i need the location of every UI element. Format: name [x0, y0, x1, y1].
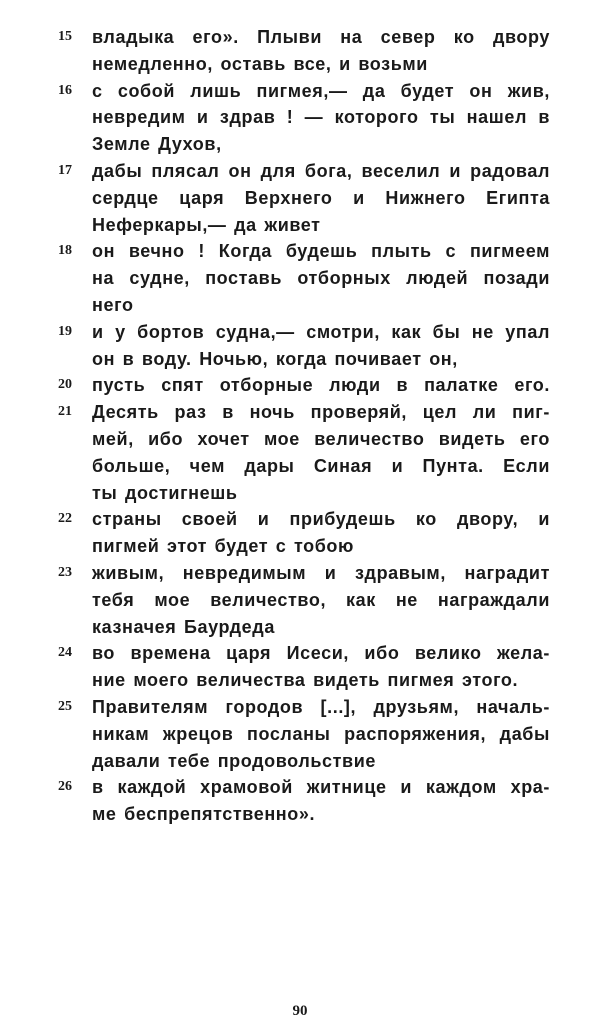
verse-number: 23	[58, 565, 72, 580]
page-number: 90	[292, 1003, 308, 1019]
verse-number: 18	[58, 243, 72, 259]
text-line: тебя мое величество, как не награждали	[92, 589, 550, 610]
text-line: немедленно, оставь все, и возьми	[92, 53, 428, 74]
verse-number: 17	[58, 163, 72, 178]
text-line: никам жрецов посланы распоряжения, дабы	[92, 723, 550, 744]
text-line: пигмей этот будет с тобою	[92, 536, 355, 557]
text-line: ме беспрепятственно».	[92, 804, 316, 825]
text-line: живым, невредимым и здравым, наградит	[92, 563, 550, 583]
verse-number: 16	[58, 82, 72, 98]
text-line: дабы плясал он для бога, веселил и радовал	[92, 161, 550, 181]
text-line: на судне, поставь отборных людей позади	[92, 268, 550, 289]
verse-number: 26	[58, 779, 72, 795]
text-line: мей, ибо хочет мое величество видеть его	[92, 429, 550, 449]
text-line: Неферкары,— да живет	[92, 214, 321, 235]
text-line: ние моего величества видеть пигмея этого.	[92, 670, 519, 691]
verse-number: 25	[58, 699, 72, 714]
text-line: и у бортов судна,— смотри, как бы не упал	[92, 321, 550, 342]
text-line: он вечно ! Когда будешь плыть с пигмеем	[92, 241, 550, 262]
text-line: сердце царя Верхнего и Нижнего Египта	[92, 187, 550, 208]
text-line: больше, чем дары Синая и Пунта. Если	[92, 455, 550, 476]
text-line: невредим и здрав ! — которого ты нашел в	[92, 107, 550, 128]
text-line: с собой лишь пигмея,— да будет он жив,	[92, 80, 550, 101]
verse-number: 19	[58, 323, 72, 339]
text-line: Десять раз в ночь проверяй, цел ли пиг-	[92, 402, 550, 423]
text-line: давали тебе продовольствие	[92, 750, 376, 771]
text-line: Правителям городов [...], друзьям, началь-	[92, 697, 550, 717]
text-line: он в воду. Ночью, когда почивает он,	[92, 348, 458, 369]
text-line: владыка его». Плыви на север ко двору	[92, 27, 550, 47]
text-line: пусть спят отборные люди в палатке его.	[92, 375, 550, 396]
text-line: него	[92, 295, 134, 315]
text-line: во времена царя Исеси, ибо велико жела-	[92, 643, 550, 664]
text-line: страны своей и прибудешь ко двору, и	[92, 509, 550, 530]
text-line: казначея Баурдеда	[92, 616, 275, 637]
verse-number: 24	[58, 645, 72, 661]
verse-number: 21	[58, 404, 72, 420]
text-line: ты достигнешь	[92, 482, 238, 503]
text-line: Земле Духов,	[92, 134, 222, 155]
verse-number: 15	[58, 29, 72, 44]
verse-number: 20	[58, 377, 72, 393]
text-line: в каждой храмовой житнице и каждом хра-	[92, 777, 550, 798]
verse-number: 22	[58, 511, 72, 527]
